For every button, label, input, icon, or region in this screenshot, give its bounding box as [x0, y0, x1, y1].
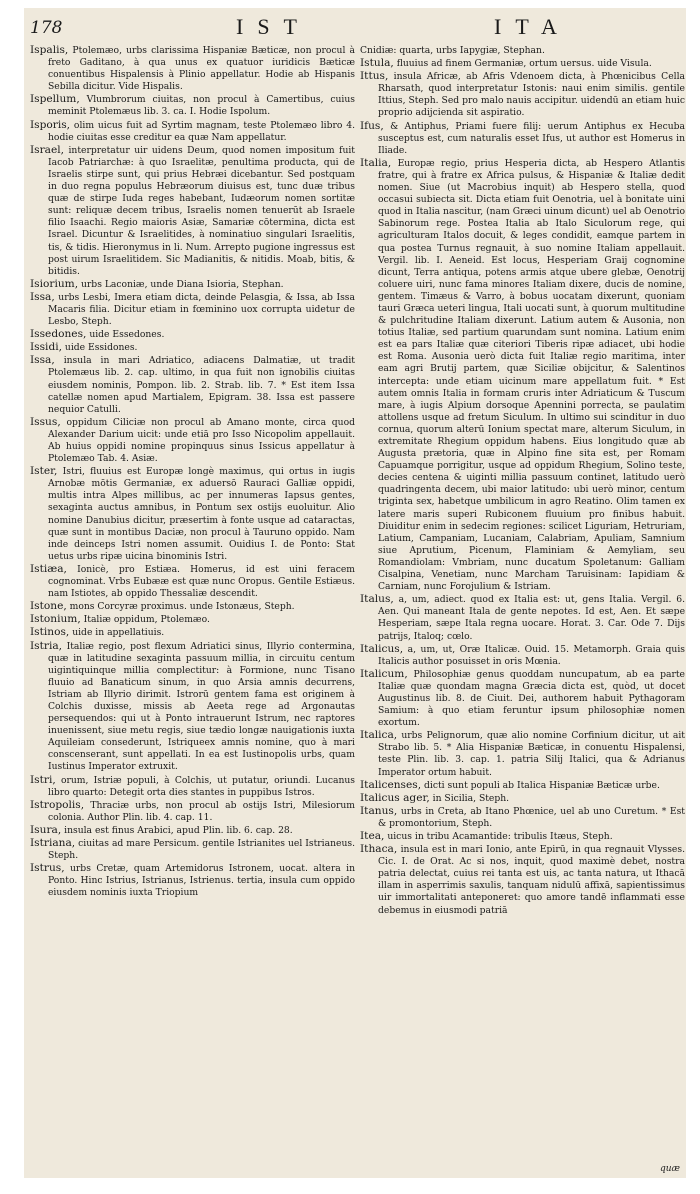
left-column	[30, 44, 355, 1169]
entry-text: uide Essedones.	[89, 329, 165, 341]
dictionary-entry	[360, 70, 685, 119]
dictionary-entry	[360, 843, 685, 917]
dictionary-entry	[30, 278, 355, 291]
entry-headword: Italia,	[360, 156, 392, 169]
dictionary-entry	[30, 354, 355, 415]
entry-text: Thraciæ urbs, non procul ab ostijs Istri, Milesiorum colonia. Author Plin. lib. 4. cap. 11.	[48, 799, 355, 823]
dictionary-entry	[30, 774, 355, 799]
dictionary-entry	[30, 799, 355, 824]
entry-text: uicus in tribu Acamantide: tribulis Itæus, Steph.	[387, 831, 613, 842]
entry-body	[360, 44, 685, 57]
entry-body	[30, 837, 355, 862]
dictionary-entry	[30, 144, 355, 278]
entry-headword: Ithaca,	[360, 843, 398, 856]
entry-text: orum, Istriæ populi, à Colchis, ut putatur, oriundi. Lucanus libro quarto: Detegit orta dies stantes in puppibus Istros.	[48, 774, 355, 798]
dictionary-entry	[360, 805, 685, 830]
entry-body	[360, 830, 685, 843]
entry-headword: Itanus,	[360, 804, 398, 817]
entry-body	[30, 862, 355, 899]
entry-body	[30, 44, 355, 93]
entry-headword: Isporis,	[30, 118, 71, 131]
entry-headword: Ispellum,	[30, 93, 80, 106]
entry-body	[360, 643, 685, 668]
dictionary-entry	[30, 563, 355, 600]
entry-headword: Istiæa,	[30, 562, 67, 575]
entry-body	[30, 824, 355, 837]
entry-body	[360, 57, 685, 70]
entry-text: Vlumbrorum ciuitas, non procul à Camertibus, cuius meminit Ptolemæus lib. 3. ca. I. Hodie Ispolum.	[48, 94, 355, 118]
entry-text: urbs Laconiæ, unde Diana Isioria, Stephan.	[81, 278, 284, 290]
entry-text: uide Essidones.	[64, 342, 138, 354]
entry-headword: Issus,	[30, 415, 61, 428]
entry-body	[30, 626, 355, 639]
entry-body	[30, 93, 355, 118]
entry-headword: Isiorium,	[30, 277, 79, 290]
entry-text: Ptolemæo, urbs clarissima Hispaniæ Bæticæ, non procul à freto Gaditano, à qua unus ex quatuor iuridicis Bæticæ conuentibus Hispalensis à Plinio appellatur. Hodie ab Hispanis Sebilla dicitur. Vide Hispalis.	[48, 45, 355, 93]
dictionary-entry	[30, 341, 355, 354]
entry-headword: Israel,	[30, 143, 65, 156]
dictionary-entry	[30, 626, 355, 639]
entry-text: Italiæ oppidum, Ptolemæo.	[83, 614, 210, 626]
entry-text: insula est finus Arabici, apud Plin. lib. 6. cap. 28.	[64, 824, 293, 836]
dictionary-entry	[30, 416, 355, 465]
entry-body	[30, 465, 355, 563]
entry-headword: Istriana,	[30, 837, 76, 849]
entry-headword: Ister,	[30, 465, 58, 478]
entry-body	[30, 600, 355, 613]
entry-text: ciuitas ad mare Persicum. gentile Istrianites uel Istrianeus. Steph.	[48, 838, 355, 862]
entry-text: dicti sunt populi ab Italica Hispaniæ Bæticæ urbe.	[424, 779, 660, 791]
entry-body	[360, 157, 685, 593]
entry-headword: Istri,	[30, 773, 56, 786]
entry-headword: Issidi,	[30, 341, 62, 354]
right-column	[360, 44, 685, 1169]
entry-headword: Italicus,	[360, 642, 404, 655]
entry-text: Europæ regio, prius Hesperia dicta, ab Hespero Atlantis fratre, qui à fratre ex Africa pulsus, & Hispaniæ & Italiæ dedit nomen. Siue (ut Macrobius inquit) ab Hespero stella, quod occasui subiecta sit. Dicta etiam fuit Oenotria, uel à bonitate uini quod in Italia nascitur, (nam Græci uinum dicunt) uel ab Oenotrio Sabinorum rege. Postea Italia ab Italo Siculorum rege, qui agriculturam Italos docuit, & leges condidit, eamque partem in qua postea Turnus regnauit, à suo nomine Italiam appellauit. Vergil. lib. I. Aeneid. Est locus, Hesperiam Graij cognomine dicunt, Terra antiqua, potens armis atque ubere glebæ, Oenotrij coluere uiri, nunc fama minores Italiam dixere, ducis de nomine, gentem. Timæus & Varro, à bobus uocatam dixerunt, quoniam tauri Græca ueteri lingua, Itali uocati sunt, à quorum multitudine & pulchritudine Italiam dixerunt. Latium autem & Ausonia, non totius Italiæ, sed partium quarundam sunt nomina. Latium enim est ea pars Italiæ quæ citeriori Tiberis ripæ adiacet, ubi hodie est Roma. Ausonia uerò dicta fuit Italiæ regio maritima, inter eam agri Brutij partem, quæ Siciliæ obijcitur, & Salentinos intercepta: unde etiam uicinum mare appellatum fuit. * Est autem omnis Italia in formam cruris inter Adriaticum & Tuscum mare, à iugis Alpium dorsoque Apennini porrecta, se paulatim attollens usque ad fretum Siculum. In ultimo sui scinditur in duo cornua, quorum alterū Ionium spectat mare, alterum Siculum, in extremitate Rhegium oppidum habens. Eius longitudo quæ ab Augusta prætoria, quæ in Alpino fine sita est, per Romam Capuamque porrigitur, usque ad oppidum Rhegium, Solino teste, decies centena & uiginti millia passuum continet, latitudo uerò quadringenta decem, ubi maior latitudo: ubi uerò minor, centum triginta sex, habetque umbilicum in agro Reatino. Olim tamen ex latere maris superi Rubiconem fluuium pro finibus habuit. Diuiditur enim in sedecim regiones: scilicet Liguriam, Hetruriam, Latium, Campaniam, Lucaniam, Calabriam, Apuliam, Samnium siue Aprutium, Picenum, Flaminiam & Aemyliam, seu Romandiolam: Vmbriam, nunc ducatum Spoletanum: Galliam Cisalpina, Venetiam, nunc Marcham Taruisinam: Iapidiam & Carniam, nunc Forojulium & Istriam.	[378, 157, 685, 593]
entry-headword: Issa,	[30, 354, 55, 367]
running-head-left: IST	[236, 14, 311, 39]
entry-headword: Italica,	[360, 729, 398, 742]
entry-headword: Istonium,	[30, 613, 81, 626]
dictionary-entry	[30, 44, 355, 93]
entry-text: a, um, adiect. quod ex Italia est: ut, gens Italia. Vergil. 6. Aen. Qui maneant Itala de gente nepotes. Id est, Aen. Et sæpe Hesperiam, sæpe Itala regna uocare. Horat. 3. Car. Ode 7. Dijs patrijs, Italoq; cœlo.	[378, 594, 685, 642]
entry-text: urbs Lesbi, Imera etiam dicta, deinde Pelasgia, & Issa, ab Issa Macaris filia. Dicitur etiam in fœminino uox corrupta uidetur de Lesbo, Steph.	[48, 291, 355, 328]
entry-text: Philosophiæ genus quoddam nuncupatum, ab ea parte Italiæ quæ quondam magna Græcia dicta est, quòd, ut docet Augustinus lib. 8. de Ciuit. Dei, authorem habuit Pythagoram Samium: à quo etiam feruntur ipsum philosophiæ nomen exortum.	[378, 668, 685, 729]
entry-body	[360, 792, 685, 805]
entry-headword: Itea,	[360, 830, 385, 842]
dictionary-entry	[30, 600, 355, 613]
entry-headword: Issa,	[30, 290, 55, 303]
entry-headword: Italus,	[360, 593, 394, 606]
dictionary-entry	[360, 779, 685, 792]
entry-body	[30, 119, 355, 144]
entry-headword: Istropolis,	[30, 798, 85, 811]
entry-headword: Italicum,	[360, 667, 408, 680]
entry-text: olim uicus fuit ad Syrtim magnam, teste Ptolemæo libro 4. hodie ciuitas esse creditur ea quæ Nam appellatur.	[48, 119, 355, 143]
entry-body	[30, 563, 355, 600]
entry-body	[360, 843, 685, 917]
dictionary-entry	[30, 862, 355, 899]
running-head-right: ITA	[494, 14, 571, 39]
dictionary-entry	[30, 824, 355, 837]
dictionary-entry	[360, 830, 685, 843]
page-header	[24, 14, 686, 44]
entry-headword: Ispalis,	[30, 44, 69, 56]
entry-body	[30, 328, 355, 341]
dictionary-entry	[360, 44, 685, 57]
entry-text: insula Africæ, ab Afris Vdenoem dicta, à Phœnicibus Cella Rharsath, quod interpretatur Istonis: naui enim similis. gentile Ittius, Steph. Sed pro malo nauis accipitur. uidendū an etiam huic proprio adijcienda sit aspiratio.	[378, 71, 685, 119]
page-number: 178	[30, 18, 63, 38]
entry-headword: Italicenses,	[360, 778, 422, 791]
entry-body	[360, 805, 685, 830]
entry-body	[360, 668, 685, 729]
entry-headword: Istone,	[30, 600, 67, 613]
dictionary-entry	[360, 120, 685, 157]
entry-headword: Ifus,	[360, 119, 384, 132]
dictionary-entry	[30, 613, 355, 626]
entry-text: oppidum Ciliciæ non procul ab Amano monte, circa quod Alexander Darium uicit: unde etiā pro Isso Nicopolim appellauit. Ab huius oppidi nomine propinquus sinus Issicus appellatur à Ptolemæo Tab. 4. Asiæ.	[48, 416, 355, 465]
entry-text: insula in mari Adriatico, adiacens Dalmatiæ, ut tradit Ptolemæus lib. 2. cap. ultimo, in qua fuit non ignobilis ciuitas eiusdem nominis, Pompon. lib. 2. Strab. lib. 7. * Est item Issa catellæ nomen apud Martialem, Epigram. 38. Issa est passere nequior Catulli.	[48, 355, 355, 415]
entry-headword: Italicus ager,	[360, 791, 430, 804]
dictionary-entry	[360, 57, 685, 70]
dictionary-entry	[360, 668, 685, 729]
entry-body	[30, 144, 355, 278]
entry-body	[360, 729, 685, 778]
entry-body	[360, 593, 685, 642]
entry-text: uide in appellatiuis.	[72, 627, 165, 639]
entry-text: urbs Cretæ, quam Artemidorus Istronem, uocat. altera in Ponto. Hinc Istrius, Istrianus, Istrienus. tertia, insula cum oppido eiusdem nominis iuxta Triopium	[48, 863, 355, 899]
catchword: quæ	[659, 1164, 680, 1174]
dictionary-entry	[30, 93, 355, 118]
entry-headword: Istinos,	[30, 626, 70, 639]
entry-text: Ionicè, pro Estiæa. Homerus, id est uini feracem cognominat. Vrbs Eubææ est quæ nunc Oropus. Gentile Estiæus. nam Istiotes, ab oppido Thessaliæ descendit.	[48, 563, 355, 600]
entry-body	[360, 779, 685, 792]
entry-headword: Issedones,	[30, 328, 87, 341]
entry-headword: Ittus,	[360, 70, 389, 83]
entry-text: in Sicilia, Steph.	[432, 792, 510, 804]
entry-text: insula est in mari Ionio, ante Epirū, in qua regnauit Vlysses. Cic. I. de Orat. Ac si nos, inquit, quod maximè debet, nostra patria delectat, cuius rei tanta est uis, ac tanta natura, ut Ithacā illam in asperrimis saxulis, tanquam nidulū affixā, sapientissimus uir immortalitati anteponeret: quo amore tandē inflammati esse debemus in eiusmodi patriā	[378, 844, 685, 916]
entry-headword: Isura,	[30, 823, 62, 836]
entry-body	[30, 774, 355, 799]
entry-text: Italiæ regio, post flexum Adriatici sinus, Illyrio contermina, quæ in latitudine sexaginta passuum millia, in circuitu centum uigintiquinque millia complectitur: à Formione, nunc Tisano fluuio ad Banaticum sinum, in quo Arsia amnis decurrens, Istriam ab Illyrio dirimit. Istrorū gentem fama est originem à Colchis duxisse, missis ab Aeeta rege ad Argonautas persequendos: qui ut à Ponto intrauerunt Istrum, nec raptores inuenissent, siue metu regis, siue tædio longæ nauigationis iuxta Aquileiam consederunt, Istriqueex amnis nomine, quo à mari conscenserant, sunt appellati. In ea est Iustinopolis urbs, quam Iustinus Imperator extruxit.	[48, 640, 355, 773]
entry-text: Istri, fluuius est Europæ longè maximus, qui ortus in iugis Arnobæ mōtis Germaniæ, ex aduersō Rauraci Galliæ oppidi, multis intra Alpes millibus, ac per innumeras Iapsus gentes, sexaginta auctus amnibus, in Pontum sex ostijs euoluitur. Alio nomine Danubius dicitur, præsertim à fonte usque ad cataractas, quæ sunt in montibus Daciæ, non procul à Tauruno oppido. Nam inde deinceps Istri nomen assumit. Ouidius I. de Ponto: Stat uetus urbs ripæ uicina binominis Istri.	[48, 466, 355, 562]
entry-body	[30, 354, 355, 415]
entry-body	[30, 416, 355, 465]
dictionary-entry	[360, 729, 685, 778]
dictionary-entry	[30, 640, 355, 774]
entry-text: urbs Pelignorum, quæ alio nomine Corfinium dicitur, ut ait Strabo lib. 5. * Alia Hispaniæ Bæticæ, in conuentu Hispalensi, teste Plin. lib. 3. cap. 1. patria Silij Italici, qua & Adrianus Imperator ortum habuit.	[378, 730, 685, 778]
entry-text: urbs in Creta, ab Itano Phœnice, uel ab uno Curetum. * Est & promontorium, Steph.	[378, 805, 685, 829]
entry-text: fluuius ad finem Germaniæ, ortum uersus. uide Visula.	[396, 58, 652, 70]
dictionary-entry	[360, 157, 685, 593]
book-page	[24, 8, 686, 1178]
entry-body	[360, 70, 685, 119]
entry-body	[30, 613, 355, 626]
entry-body	[360, 120, 685, 157]
entry-body	[30, 341, 355, 354]
dictionary-entry	[30, 465, 355, 563]
entry-headword: Istrus,	[30, 862, 65, 875]
entry-text: & Antiphus, Priami fuere filij: uerum Antiphus ex Hecuba susceptus est, cum naturalis esset Ifus, ut author est Homerus in Iliade.	[378, 120, 685, 156]
entry-headword: Istula,	[360, 57, 394, 70]
entry-headword: Istria,	[30, 639, 63, 652]
entry-body	[30, 278, 355, 291]
entry-text: interpretatur uir uidens Deum, quod nomen impositum fuit Iacob Patriarchæ: à quo Israelitæ, penultima producta, qui de Israelis stirpe sunt, qui prius Hebræi dicebantur. Sed postquam in duo regna populus Hebræorum diuisus est, tunc duæ tribus quæ de stirpe Iuda reges habebant, Iudæorum nomen sortitæ sunt: reliquæ decem tribus, Israelis nomen tenuerūt ab Israele filio Isaachi. Regio maioris Asiæ, Samariæ cōtermina, dicta est Israel. Dicuntur & Israelitides, à nominatiuo singulari Israelitis, tis, & tidis. Hieronymus in li. Num. Arrepto pugione ingressus est post uirum Israelitidem. Sic Madianitis, & nitidis. Moab, bitis, & bitidis.	[48, 144, 355, 277]
entry-body	[30, 640, 355, 774]
entry-text: mons Corcyræ proximus. unde Istonæus, Steph.	[69, 601, 295, 613]
entry-text: a, um, ut, Oræ Italicæ. Ouid. 15. Metamorph. Graia quis Italicis author posuisset in oris Mœnia.	[378, 643, 685, 667]
dictionary-entry	[360, 643, 685, 668]
entry-text: Cnidiæ: quarta, urbs Iapygiæ, Stephan.	[360, 45, 545, 56]
entry-body	[30, 799, 355, 824]
dictionary-entry	[360, 792, 685, 805]
entry-body	[30, 291, 355, 328]
dictionary-entry	[360, 593, 685, 642]
dictionary-entry	[30, 837, 355, 862]
dictionary-entry	[30, 291, 355, 328]
dictionary-entry	[30, 119, 355, 144]
dictionary-entry	[30, 328, 355, 341]
